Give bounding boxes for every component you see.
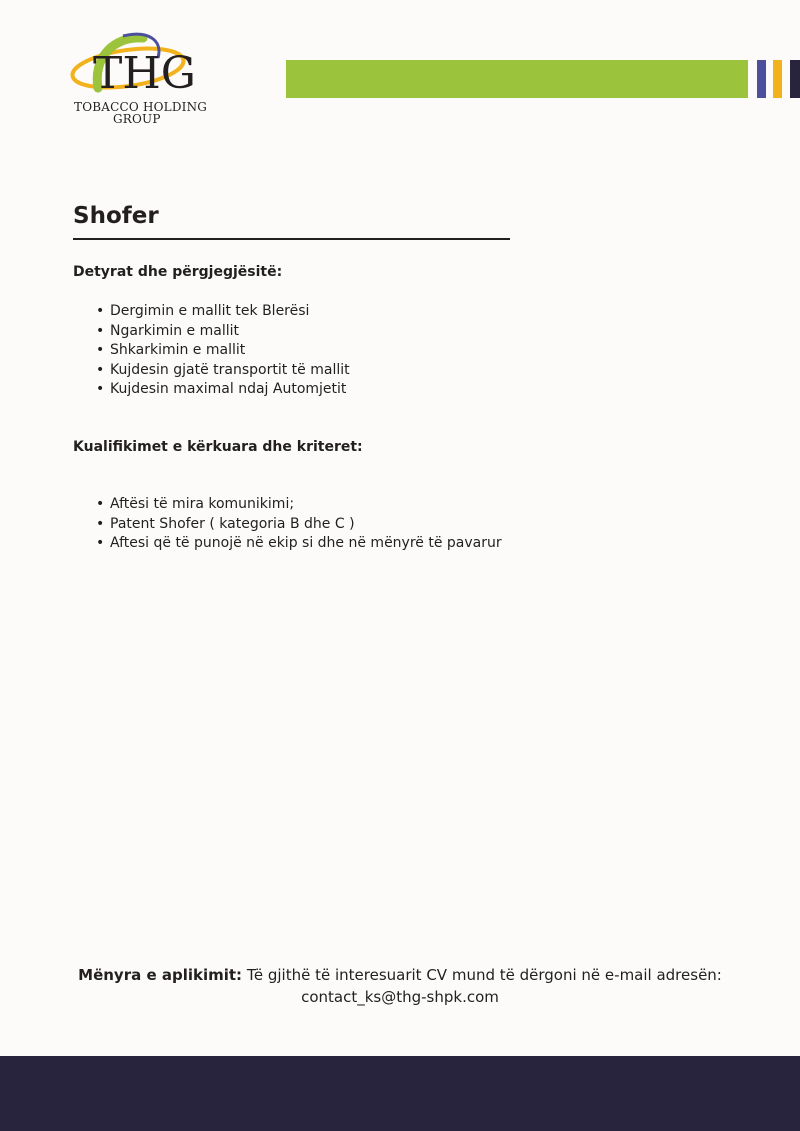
footer-band: [0, 1056, 800, 1131]
list-item: • Patent Shofer ( kategoria B dhe C ): [96, 515, 502, 535]
list-item: • Shkarkimin e mallit: [96, 341, 350, 361]
list-item: • Kujdesin gjatë transportit të mallit: [96, 361, 350, 381]
company-logo: [68, 28, 218, 128]
duties-heading: Detyrat dhe përgjegjësitë:: [73, 264, 283, 280]
list-item: • Dergimin e mallit tek Blerësi: [96, 302, 350, 322]
job-title: Shofer: [73, 203, 159, 229]
qualifications-heading: Kualifikimet e kërkuara dhe kriteret:: [73, 439, 363, 455]
list-item: • Aftësi të mira komunikimi;: [96, 495, 502, 515]
logo-mark: THG: [93, 48, 196, 99]
list-item: • Aftesi që të punojë në ekip si dhe në mënyrë të pavarur: [96, 534, 502, 554]
list-item: • Kujdesin maximal ndaj Automjetit: [96, 380, 350, 400]
application-text: Të gjithë të interesuarit CV mund të dërgoni në e-mail adresën:: [242, 966, 722, 984]
header-stripe-yellow: [773, 60, 782, 98]
duties-list: [96, 302, 350, 400]
header-green-bar: [286, 60, 748, 98]
qualifications-list: [96, 495, 502, 554]
list-item: • Ngarkimin e mallit: [96, 322, 350, 342]
logo-text-line1: TOBACCO HOLDING: [74, 100, 208, 114]
header-stripe-navy: [790, 60, 800, 98]
application-info: [0, 964, 800, 1008]
logo-text-line2: GROUP: [113, 112, 161, 126]
application-label: Mënyra e aplikimit:: [78, 966, 243, 984]
contact-email[interactable]: contact_ks@thg-shpk.com: [301, 988, 499, 1006]
title-underline: [73, 238, 510, 240]
header-stripe-blue: [757, 60, 766, 98]
